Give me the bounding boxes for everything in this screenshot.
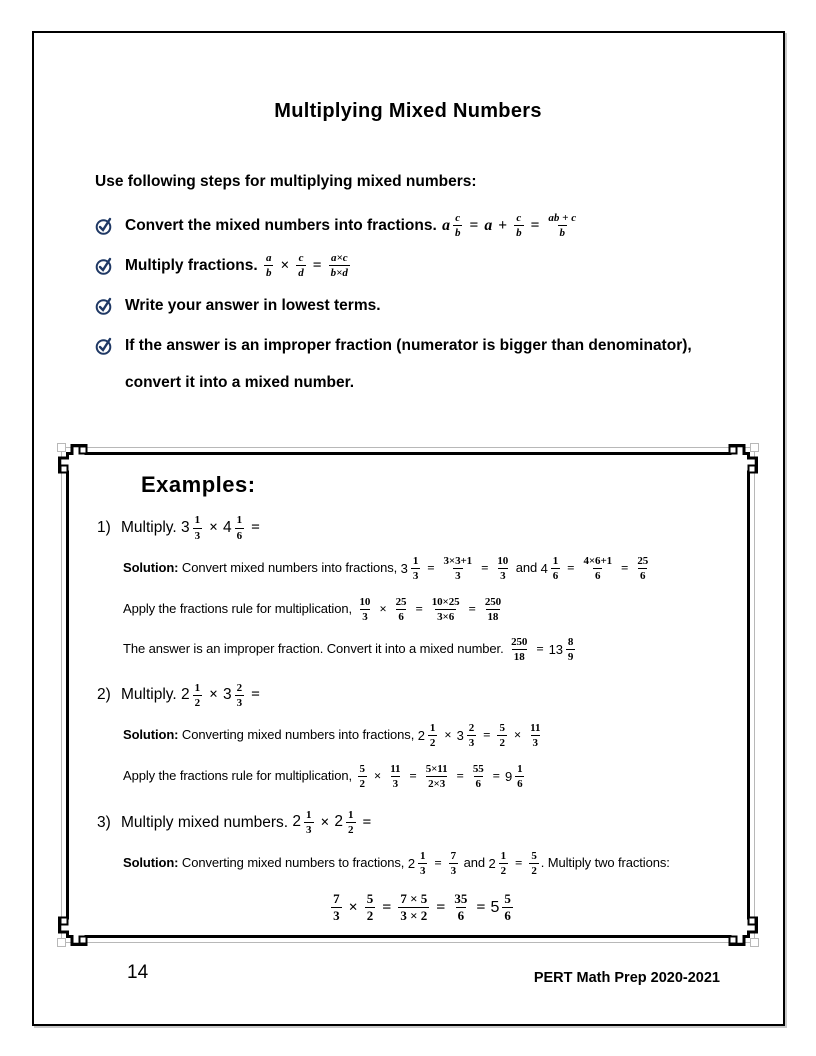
fraction: $\frac{5}{6}$ bbox=[504, 890, 511, 924]
greek-key-corner-icon bbox=[712, 442, 760, 490]
examples-heading: Examples: bbox=[141, 472, 256, 497]
page-title: Multiplying Mixed Numbers bbox=[274, 100, 542, 122]
math-operator: = bbox=[434, 854, 442, 870]
step-text bbox=[125, 212, 580, 240]
fraction: $\frac{7}{3}$ bbox=[333, 890, 340, 924]
mixed-number: 2 $\frac{1}{3}$ bbox=[292, 808, 312, 836]
math-text: Write your answer in lowest terms. bbox=[125, 297, 381, 314]
math-text: Convert the mixed numbers into fractions. bbox=[125, 217, 442, 234]
mixed-number: 2 $\frac{1}{2}$ bbox=[181, 681, 201, 709]
solution-line bbox=[123, 633, 747, 665]
fraction: $\frac{11}{3}$ bbox=[530, 722, 541, 750]
fraction: $\frac{5}{2}$ bbox=[499, 722, 505, 750]
fraction: $\frac{ab + c}{b}$ bbox=[548, 212, 577, 240]
example-prompt-text bbox=[121, 514, 265, 542]
math-operator: × bbox=[513, 727, 522, 743]
example-prompt bbox=[97, 513, 747, 543]
math-operator: = bbox=[427, 560, 435, 576]
math-variable: a bbox=[442, 217, 450, 234]
fraction: $\frac{1}{3}$ bbox=[419, 849, 426, 877]
intro-text: Use following steps for multiplying mixed numbers: bbox=[95, 173, 477, 190]
math-text: Multiply mixed numbers. bbox=[121, 813, 293, 831]
step-item bbox=[95, 207, 707, 244]
mixed-number: 3 $\frac{2}{3}$ bbox=[456, 722, 475, 750]
math-operator: = bbox=[530, 217, 540, 234]
fraction: $\frac{25}{6}$ bbox=[395, 596, 407, 624]
step-text bbox=[125, 337, 692, 391]
circled-check-icon bbox=[95, 256, 114, 276]
math-operator: = bbox=[469, 217, 479, 234]
footer-title: PERT Math Prep 2020-2021 bbox=[533, 970, 720, 986]
fraction: $\frac{1}{2}$ bbox=[429, 722, 436, 750]
fraction: $\frac{1}{3}$ bbox=[194, 514, 201, 542]
bold-label: Solution: bbox=[123, 854, 179, 870]
math-text: Apply the fractions rule for multiplication, bbox=[123, 768, 356, 784]
math-operator: = bbox=[468, 601, 476, 617]
greek-key-corner-icon bbox=[56, 442, 104, 490]
step-item bbox=[95, 247, 707, 284]
math-operator: × bbox=[209, 519, 218, 537]
math-operator: = bbox=[415, 601, 423, 617]
math-text: Multiply. bbox=[121, 519, 182, 537]
example-number: 3) bbox=[97, 813, 111, 831]
fraction: $\frac{5\times 11}{2\times 3}$ bbox=[425, 763, 448, 791]
mixed-number: 2 $\frac{1}{3}$ bbox=[407, 849, 426, 877]
example-3 bbox=[97, 807, 747, 926]
steps-list bbox=[95, 207, 707, 404]
math-operator: = bbox=[436, 898, 446, 916]
math-text: Converting mixed numbers into fractions, bbox=[178, 727, 418, 743]
math-operator: = bbox=[536, 641, 544, 657]
mixed-number: 2 $\frac{1}{2}$ bbox=[417, 722, 436, 750]
math-operator: = bbox=[382, 898, 392, 916]
fraction: $\frac{10\times 25}{3\times 6}$ bbox=[431, 596, 460, 624]
page-number: 14 bbox=[127, 962, 149, 983]
solution-line bbox=[123, 719, 747, 751]
math-operator: = bbox=[456, 768, 464, 784]
solution-line bbox=[123, 593, 747, 624]
math-text: Converting mixed numbers to fractions, bbox=[178, 854, 408, 870]
mixed-number: 5 $\frac{5}{6}$ bbox=[490, 890, 511, 924]
math-text: Apply the fractions rule for multiplication, bbox=[123, 601, 356, 617]
math-operator: = bbox=[492, 768, 500, 784]
math-operator: = bbox=[312, 257, 322, 274]
math-operator: = bbox=[621, 560, 629, 576]
fraction: $\frac{1}{6}$ bbox=[236, 514, 243, 542]
math-variable: a bbox=[484, 217, 493, 234]
circled-check-icon bbox=[95, 216, 114, 236]
example-number: 1) bbox=[97, 519, 111, 537]
mixed-number: 3 $\frac{1}{3}$ bbox=[181, 514, 201, 542]
fraction: $\frac{5}{2}$ bbox=[359, 763, 365, 791]
fraction: $\frac{2}{3}$ bbox=[236, 681, 243, 709]
circled-check-icon bbox=[95, 296, 114, 316]
solution-line bbox=[123, 847, 747, 879]
mixed-number: 2 $\frac{1}{2}$ bbox=[488, 849, 507, 877]
math-operator: = bbox=[409, 768, 417, 784]
math-operator: × bbox=[373, 768, 382, 784]
fraction: $\frac{250}{18}$ bbox=[484, 596, 502, 624]
math-text: . Multiply two fractions: bbox=[540, 854, 670, 870]
math-operator: = bbox=[251, 686, 260, 704]
fraction: $\frac{7}{3}$ bbox=[450, 849, 457, 877]
fraction: $\frac{25}{6}$ bbox=[637, 555, 649, 583]
fraction: $\frac{10}{3}$ bbox=[497, 555, 509, 583]
example-2 bbox=[97, 680, 747, 792]
math-operator: × bbox=[320, 813, 330, 831]
step-text bbox=[125, 297, 381, 314]
math-operator: × bbox=[209, 686, 218, 704]
fraction: $\frac{c}{b}$ bbox=[454, 212, 461, 240]
step-item bbox=[95, 287, 707, 324]
fraction: $\frac{1}{3}$ bbox=[306, 808, 312, 836]
fraction: $\frac{3\times 3+1}{3}$ bbox=[443, 555, 473, 583]
fraction: $\frac{8}{9}$ bbox=[567, 636, 574, 664]
mixed-number: 2 $\frac{1}{2}$ bbox=[334, 808, 354, 836]
examples-box bbox=[66, 452, 750, 938]
fraction: $\frac{5}{2}$ bbox=[531, 849, 537, 877]
math-operator: × bbox=[379, 601, 387, 617]
mixed-number: 3 $\frac{1}{3}$ bbox=[400, 555, 419, 583]
fraction: $\frac{5}{2}$ bbox=[366, 890, 374, 924]
example-prompt bbox=[97, 807, 747, 837]
circled-check-icon bbox=[95, 336, 114, 356]
fraction: $\frac{1}{2}$ bbox=[500, 849, 507, 877]
math-operator: = bbox=[481, 560, 489, 576]
math-operator: = bbox=[515, 854, 523, 870]
example-prompt-text bbox=[121, 808, 376, 836]
solution-line bbox=[123, 552, 747, 584]
math-text: and bbox=[460, 854, 489, 870]
math-operator: = bbox=[483, 727, 491, 743]
math-operator: × bbox=[444, 727, 452, 743]
mixed-number: 4 $\frac{1}{6}$ bbox=[540, 555, 559, 583]
math-operator: × bbox=[348, 898, 358, 916]
fraction: $\frac{a}{b}$ bbox=[265, 252, 272, 280]
math-operator: = bbox=[567, 560, 575, 576]
math-operator: = bbox=[251, 519, 260, 537]
math-text: Convert mixed numbers into fractions, bbox=[178, 560, 401, 576]
fraction: $\frac{55}{6}$ bbox=[472, 763, 484, 791]
fraction: $\frac{10}{3}$ bbox=[359, 596, 371, 624]
mixed-number: 3 $\frac{2}{3}$ bbox=[222, 681, 243, 709]
math-text: If the answer is an improper fraction (numerator is bigger than denominator), convert it into a mixed number. bbox=[125, 337, 692, 391]
example-prompt-text bbox=[121, 681, 265, 709]
example-number: 2) bbox=[97, 686, 111, 704]
fraction: $\frac{1}{2}$ bbox=[348, 808, 354, 836]
mixed-number: 4 $\frac{1}{6}$ bbox=[222, 514, 243, 542]
math-operator: × bbox=[280, 257, 290, 274]
fraction: $\frac{a\times c}{b\times d}$ bbox=[330, 252, 348, 280]
fraction: $\frac{c}{d}$ bbox=[298, 252, 304, 280]
fraction: $\frac{1}{6}$ bbox=[552, 555, 559, 583]
centered-equation bbox=[97, 889, 747, 927]
math-operator: + bbox=[498, 217, 508, 234]
fraction: $\frac{250}{18}$ bbox=[511, 636, 528, 664]
fraction: $\frac{35}{6}$ bbox=[454, 890, 468, 924]
fraction: $\frac{2}{3}$ bbox=[468, 722, 475, 750]
bold-label: Solution: bbox=[123, 727, 179, 743]
fraction: $\frac{11}{3}$ bbox=[390, 763, 401, 791]
mixed-number: 9 $\frac{1}{6}$ bbox=[504, 763, 523, 791]
fraction: $\frac{1}{3}$ bbox=[412, 555, 419, 583]
math-operator: = bbox=[476, 898, 486, 916]
math-text: and bbox=[512, 560, 541, 576]
fraction: $\frac{7 \times 5}{3 \times 2}$ bbox=[400, 890, 428, 924]
step-text bbox=[125, 252, 352, 280]
math-text: Multiply fractions. bbox=[125, 257, 262, 274]
math-text: The answer is an improper fraction. Convert it into a mixed number. bbox=[123, 641, 508, 657]
fraction: $\frac{c}{b}$ bbox=[516, 212, 522, 240]
fraction: $\frac{1}{2}$ bbox=[194, 681, 201, 709]
math-text: Multiply. bbox=[121, 686, 182, 704]
step-item bbox=[95, 327, 707, 401]
example-prompt bbox=[97, 680, 747, 710]
bold-label: Solution: bbox=[123, 560, 179, 576]
greek-key-corner-icon bbox=[712, 900, 760, 948]
math-operator: = bbox=[362, 813, 372, 831]
fraction: $\frac{4\times 6+1}{6}$ bbox=[583, 555, 613, 583]
solution-line bbox=[123, 760, 747, 792]
greek-key-corner-icon bbox=[56, 900, 104, 948]
example-1 bbox=[97, 513, 747, 665]
fraction: $\frac{1}{6}$ bbox=[517, 763, 523, 791]
mixed-number: 13 $\frac{8}{9}$ bbox=[548, 636, 574, 664]
